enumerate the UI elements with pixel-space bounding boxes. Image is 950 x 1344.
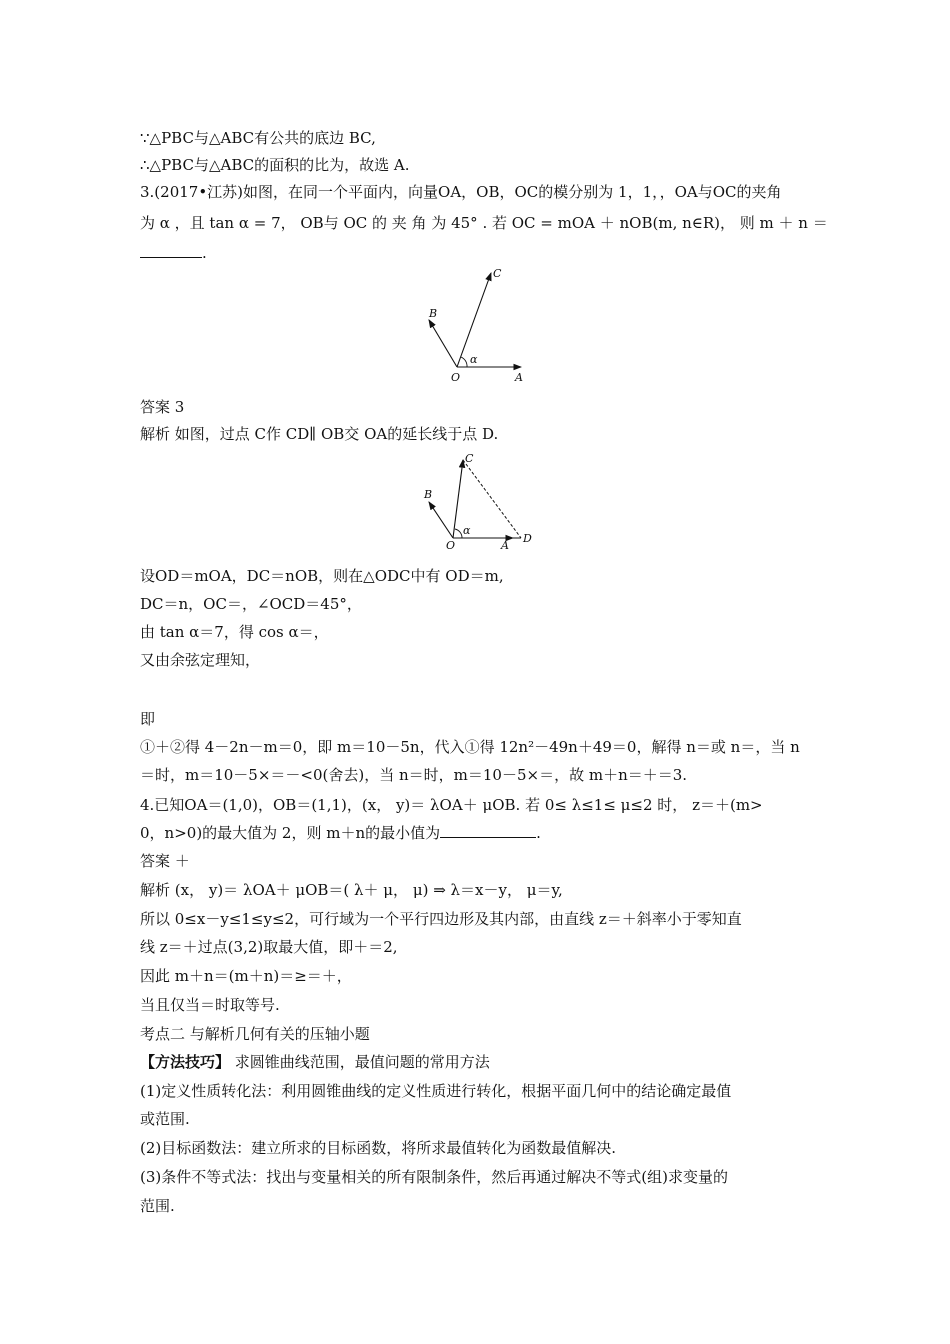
- text-line: ∵△PBC与△ABC有公共的底边 BC,: [140, 129, 376, 147]
- method-heading: 【方法技巧】 求圆锥曲线范围，最值问题的常用方法: [140, 1053, 490, 1071]
- method-item: (2)目标函数法：建立所求的目标函数，将所求最值转化为函数最值解决.: [140, 1139, 617, 1157]
- answer-3: 答案 3: [140, 398, 185, 416]
- solution-line: ①＋②得 4－2n－m＝0，即 m＝10－5n，代入①得 12n²－49n＋49＝0，解得 n＝或 n＝，当 n: [140, 738, 800, 756]
- solution-line: DC＝n，OC＝，∠OCD＝45°，: [140, 595, 362, 613]
- label-d: D: [523, 532, 532, 545]
- method-tag: 【方法技巧】: [140, 1053, 231, 1071]
- vector-ob: [429, 320, 457, 367]
- label-b: B: [429, 307, 438, 320]
- solution-line: 设OD＝mOA，DC＝nOB，则在△ODC中有 OD＝m,: [140, 567, 504, 585]
- question-3-line: 3.(2017•江苏)如图，在同一个平面内，向量OA，OB，OC的模分别为 1，1，，OA与OC的夹角: [140, 183, 782, 201]
- method-item: 或范围.: [140, 1110, 190, 1128]
- section-heading: 考点二 与解析几何有关的压轴小题: [140, 1025, 370, 1043]
- solution-line: 由 tan α＝7，得 cos α＝，: [140, 623, 329, 641]
- label-c: C: [465, 452, 474, 465]
- solution-line: ＝时，m＝10－5×＝－<0(舍去)，当 n＝时，m＝10－5×＝，故 m＋n＝＋＝3.: [140, 766, 688, 784]
- label-a: A: [501, 539, 509, 550]
- label-b: B: [424, 488, 433, 501]
- question-4-line: 0，n>0)的最大值为 2，则 m＋n的最小值为 .: [140, 824, 541, 842]
- answer-blank-line: .: [140, 243, 207, 263]
- method-item: (1)定义性质转化法：利用圆锥曲线的定义性质进行转化，根据平面几何中的结论确定最值: [140, 1082, 732, 1100]
- solution-4: 当且仅当＝时取等号.: [140, 996, 280, 1014]
- question-4-line: 4.已知OA＝(1,0)，OB＝(1,1)，(x， y)＝ λOA＋ μOB. 若 0≤ λ≤1≤ μ≤2 时， z＝＋(m>: [140, 796, 763, 814]
- solution-4: 所以 0≤x－y≤1≤y≤2，可行域为一个平行四边形及其内部，由直线 z＝＋斜率小于零知直: [140, 910, 742, 928]
- solution-3: 解析 如图，过点 C作 CD∥ OB交 OA的延长线于点 D.: [140, 425, 499, 443]
- answer-blank[interactable]: [440, 823, 536, 838]
- text-line: ∴△PBC与△ABC的面积的比为，故选 A.: [140, 156, 410, 174]
- figure-construction: [415, 450, 540, 550]
- solution-4: 因此 m＋n＝(m＋n)＝≥＝＋，: [140, 967, 352, 985]
- angle-arc: [461, 357, 467, 367]
- label-o: O: [451, 371, 461, 384]
- method-item: 范围.: [140, 1197, 175, 1215]
- vector-ob: [429, 502, 453, 538]
- label-alpha: α: [463, 524, 471, 537]
- label-o: O: [446, 539, 456, 550]
- answer-4: 答案 ＋: [140, 852, 190, 870]
- solution-line: 又由余弦定理知，: [140, 651, 261, 669]
- figure-vectors: [415, 265, 535, 390]
- label-c: C: [493, 267, 502, 280]
- angle-arc: [455, 529, 462, 538]
- solution-4: 解析 (x， y)＝ λOA＋ μOB＝( λ＋ μ， μ) ⇒ λ＝x－y， μ＝y,: [140, 881, 563, 899]
- method-item: (3)条件不等式法：找出与变量相关的所有限制条件，然后再通过解决不等式(组)求变量的: [140, 1168, 728, 1186]
- label-alpha: α: [470, 353, 478, 366]
- solution-line: 即: [140, 710, 156, 728]
- vector-oc: [453, 460, 463, 538]
- label-a: A: [515, 371, 523, 384]
- answer-blank[interactable]: [140, 243, 202, 258]
- question-3-line: 为 α ，且 tan α = 7， OB与 OC 的 夹 角 为 45° . 若 OC = mOA ＋ nOB(m, n∈R)， 则 m ＋ n ＝: [140, 214, 828, 232]
- segment-cd: [463, 460, 521, 538]
- solution-4: 线 z＝＋过点(3,2)取最大值，即＋＝2,: [140, 938, 398, 956]
